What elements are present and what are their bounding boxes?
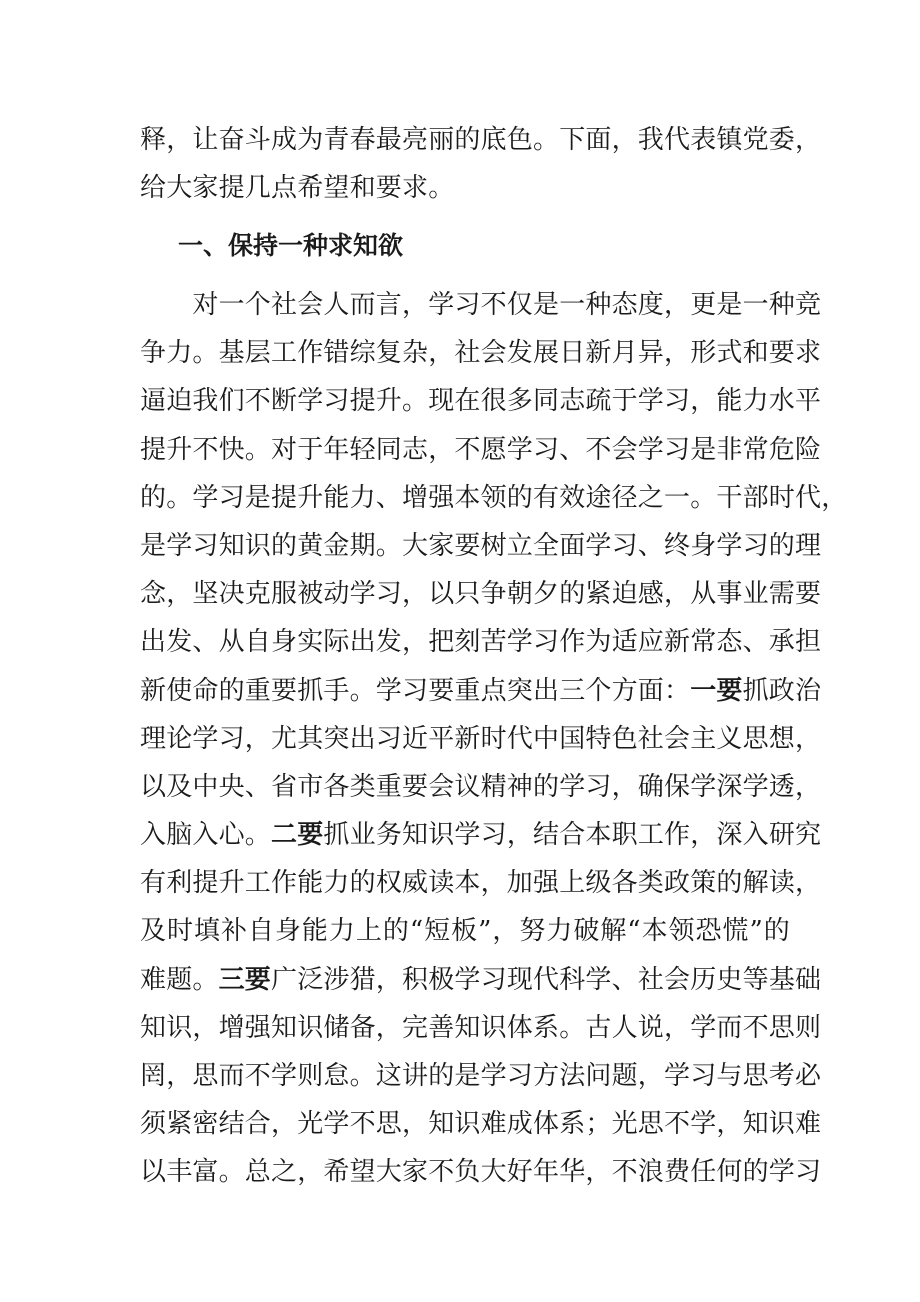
bold-keyword: 二要 xyxy=(271,820,324,851)
paragraph-line: 以及中央、省市各类重要会议精神的学习，确保学深学透， xyxy=(140,771,822,802)
paragraph-line: 及时填补自身能力上的“短板”，努力破解“本领恐慌”的 xyxy=(140,916,790,947)
paragraph-line: 知识，增强知识储备，完善知识体系。古人说，学而不思则 xyxy=(140,1012,822,1043)
paragraph-line: 念，坚决克服被动学习，以只争朝夕的紧迫感，从事业需要 xyxy=(140,579,822,610)
paragraph-line: 出发、从自身实际出发，把刻苦学习作为适应新常态、承担 xyxy=(140,627,822,658)
paragraph-line: 争力。基层工作错综复杂，社会发展日新月异，形式和要求 xyxy=(140,338,822,369)
paragraph-line: 对一个社会人而言，学习不仅是一种态度，更是一种竞 xyxy=(140,290,822,320)
bold-keyword: 三要 xyxy=(218,964,272,995)
paragraph-line: 逼迫我们不断学习提升。现在很多同志疏于学习，能力水平 xyxy=(140,386,822,417)
intro-line-2: 给大家提几点希望和要求。 xyxy=(140,173,455,204)
section-paragraph xyxy=(140,281,848,1197)
paragraph-line: 是学习知识的黄金期。大家要树立全面学习、终身学习的理 xyxy=(140,530,822,561)
line-text: 入脑入心。 xyxy=(140,820,272,851)
paragraph-line xyxy=(140,956,822,1004)
intro-line-1: 释，让奋斗成为青春最亮丽的底色。下面，我代表镇党委， xyxy=(140,125,822,155)
paragraph-line: 理论学习，尤其突出习近平新时代中国特色社会主义思想， xyxy=(140,723,822,754)
paragraph-line: 须紧密结合，光学不思，知识难成体系；光思不学，知识难 xyxy=(140,1109,822,1140)
line-text: 广泛涉猎，积极学习现代科学、社会历史等基础 xyxy=(271,964,822,995)
paragraph-line: 罔，思而不学则怠。这讲的是学习方法问题，学习与思考必 xyxy=(140,1061,822,1091)
intro-paragraph xyxy=(140,116,822,212)
line-text: 难题。 xyxy=(140,964,219,995)
paragraph-line: 提升不快。对于年轻同志，不愿学习、不会学习是非常危险 xyxy=(140,434,822,465)
bold-keyword: 一要 xyxy=(690,675,743,706)
section-heading: 一、保持一种求知欲 xyxy=(178,231,404,260)
line-text: 抓业务知识学习，结合本职工作，深入研究 xyxy=(323,820,822,851)
line-text: 抓政治 xyxy=(742,675,822,706)
line-text: 新使命的重要抓手。学习要重点突出三个方面： xyxy=(140,675,691,706)
paragraph-line: 有利提升工作能力的权威读本，加强上级各类政策的解读， xyxy=(140,868,822,899)
paragraph-line xyxy=(140,667,822,715)
paragraph-line: 以丰富。总之，希望大家不负大好年华，不浪费任何的学习 xyxy=(140,1157,822,1188)
paragraph-line xyxy=(140,811,822,859)
paragraph-line: 的。学习是提升能力、增强本领的有效途径之一。干部时代， xyxy=(140,482,848,513)
